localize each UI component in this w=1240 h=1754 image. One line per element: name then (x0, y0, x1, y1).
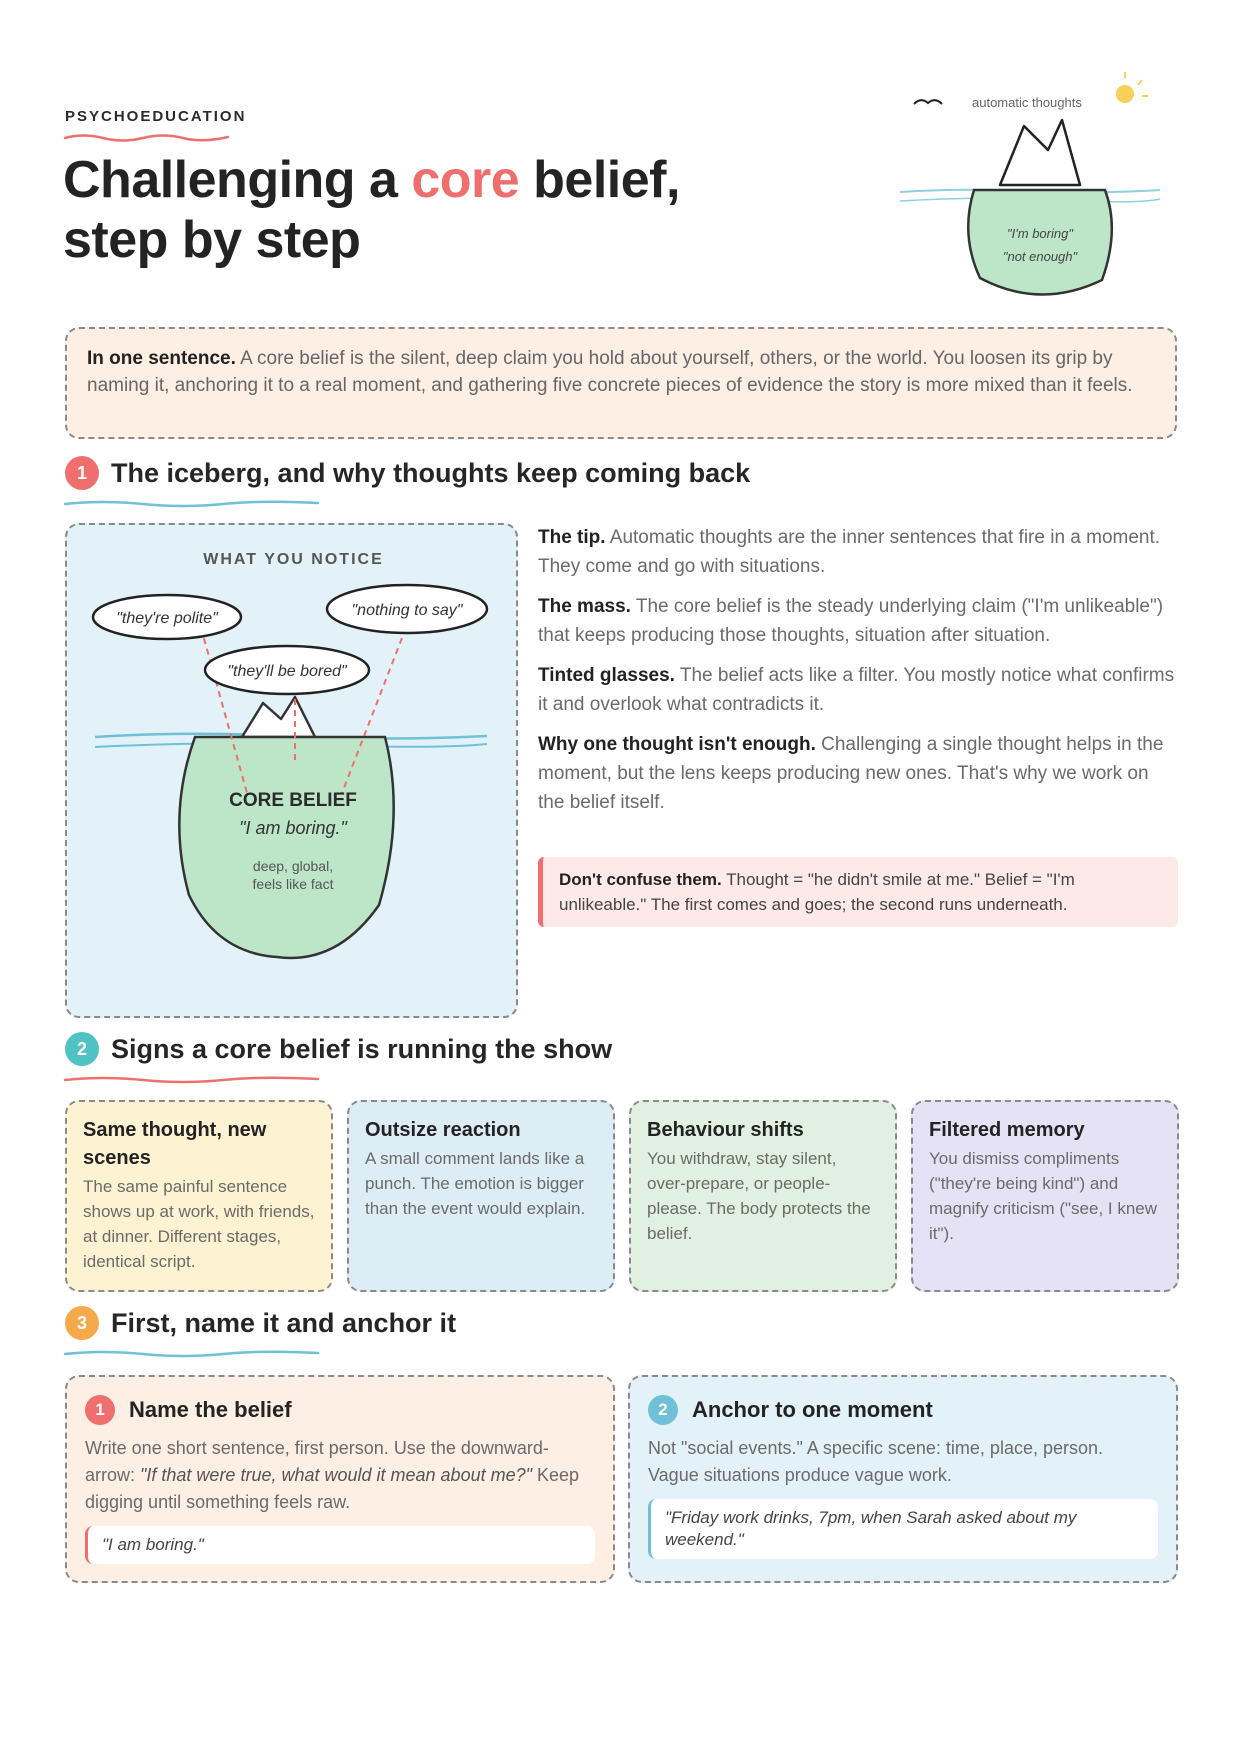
header-art-thought-2: "not enough" (1002, 249, 1078, 264)
step-body (85, 1435, 595, 1516)
core-belief-label: CORE BELIEF (229, 790, 357, 811)
sign-card-body: You withdraw, stay silent, over-prepare, or people-please. The body protects the belief. (647, 1149, 871, 1243)
title-part-1: Challenging a (63, 151, 412, 209)
point-tip (538, 523, 1178, 581)
step-example: "I am boring." (85, 1526, 595, 1564)
summary-lead: In one sentence. (87, 348, 236, 369)
sign-card-same-thought (65, 1100, 333, 1292)
sun-icon (1116, 72, 1148, 103)
sign-card-body: A small comment lands like a punch. The emotion is bigger than the event would explain. (365, 1149, 586, 1218)
header-art-label: automatic thoughts (972, 95, 1082, 110)
section-3-underline (63, 1349, 323, 1359)
title-line-2: step by step (63, 211, 361, 269)
core-belief-note-2: feels like fact (252, 876, 334, 892)
sign-card-title: Filtered memory (929, 1119, 1085, 1141)
sign-card-title: Outsize reaction (365, 1119, 521, 1141)
step-body-part-2: Keep digging until something feels raw. (85, 1465, 580, 1512)
core-belief-mass (179, 737, 393, 958)
callout-lead: Don't confuse them. (559, 870, 722, 889)
sign-card-title: Behaviour shifts (647, 1119, 804, 1141)
sign-card-filtered-memory (911, 1100, 1179, 1292)
eyebrow-underline (63, 132, 233, 144)
section-2-title: Signs a core belief is running the show (111, 1033, 613, 1064)
step-head (648, 1395, 1158, 1425)
point-tip-text: Automatic thoughts are the inner sentences that fire in a moment. They come and go with situations. (538, 527, 1161, 577)
step-head (85, 1395, 595, 1425)
step-example: "Friday work drinks, 7pm, when Sarah asked about my weekend." (648, 1499, 1158, 1559)
point-why-text: Challenging a single thought helps in the moment, but the lens keeps producing new ones. That's why we work on the belief itself. (538, 734, 1164, 813)
step-title: Name the belief (129, 1397, 292, 1422)
section-1-title: The iceberg, and why thoughts keep coming back (111, 457, 751, 488)
summary-box (65, 327, 1177, 439)
section-3-heading (65, 1306, 456, 1340)
core-belief-note-1: deep, global, (252, 858, 334, 874)
callout-text: Thought = "he didn't smile at me." Belief = "I'm unlikeable." The first comes and goes; the second runs underneath. (559, 870, 1075, 914)
step-card-anchor-moment (628, 1375, 1178, 1583)
step-body-part-1: Write one short sentence, first person. Use the downward-arrow: (85, 1438, 549, 1485)
step-card-name-the-belief (65, 1375, 615, 1583)
point-tip-lead: The tip. (538, 527, 606, 548)
step-title: Anchor to one moment (692, 1397, 933, 1422)
step-body-question: "If that were true, what would it mean about me?" (140, 1465, 532, 1485)
section-2-underline (63, 1075, 323, 1085)
sign-card-outsize-reaction (347, 1100, 615, 1292)
point-mass-lead: The mass. (538, 596, 631, 617)
point-mass (538, 592, 1178, 650)
bubble-2-text: "nothing to say" (351, 602, 463, 619)
eyebrow-label: PSYCHOEDUCATION (65, 108, 247, 125)
header-art-thought-1: "I'm boring" (1007, 226, 1073, 241)
sign-card-title: Same thought, new scenes (83, 1119, 267, 1169)
point-mass-text: The core belief is the steady underlying claim ("I'm unlikeable") that keeps producing those thoughts, situation after situation. (538, 596, 1164, 646)
title-accent: core (411, 151, 520, 209)
bird-icon (914, 100, 942, 104)
sign-card-behaviour-shifts (629, 1100, 897, 1292)
point-tinted-glasses (538, 661, 1178, 719)
bubble-3-text: "they'll be bored" (227, 663, 347, 680)
iceberg-diagram (67, 525, 520, 1020)
point-why-lead: Why one thought isn't enough. (538, 734, 816, 755)
section-1-number: 1 (65, 456, 99, 490)
title-part-2: belief, (519, 151, 680, 209)
dont-confuse-callout (538, 857, 1178, 927)
summary-text: A core belief is the silent, deep claim you hold about yourself, others, or the world. You loosen its grip by naming it, anchoring it to a real moment, and gathering five concrete pieces of evidence the story is more mixed than it feels. (87, 348, 1133, 396)
point-why-one-thought (538, 730, 1178, 817)
core-belief-quote: "I am boring." (239, 818, 347, 838)
page-title (63, 150, 680, 270)
bubble-1-text: "they're polite" (116, 610, 218, 627)
section-3-title: First, name it and anchor it (111, 1307, 457, 1338)
step-number: 1 (85, 1395, 115, 1425)
point-tinted-text: The belief acts like a filter. You mostly notice what confirms it and overlook what contradicts it. (538, 665, 1175, 715)
section-2-heading (65, 1032, 612, 1066)
iceberg-diagram-panel (65, 523, 518, 1018)
section-2-number: 2 (65, 1032, 99, 1066)
section-1-underline (63, 499, 323, 509)
step-number: 2 (648, 1395, 678, 1425)
sign-card-body: You dismiss compliments ("they're being kind") and magnify criticism ("see, I knew it"). (929, 1149, 1158, 1243)
section-3-number: 3 (65, 1306, 99, 1340)
point-tinted-lead: Tinted glasses. (538, 665, 675, 686)
step-body: Not "social events." A specific scene: time, place, person. Vague situations produce vague work. (648, 1438, 1104, 1485)
header-iceberg-illustration (880, 60, 1180, 310)
what-you-notice-label: WHAT YOU NOTICE (203, 551, 384, 568)
sign-card-body: The same painful sentence shows up at work, with friends, at dinner. Different stages, identical script. (83, 1177, 315, 1271)
iceberg-explanation (538, 523, 1178, 828)
section-1-heading (65, 456, 750, 490)
